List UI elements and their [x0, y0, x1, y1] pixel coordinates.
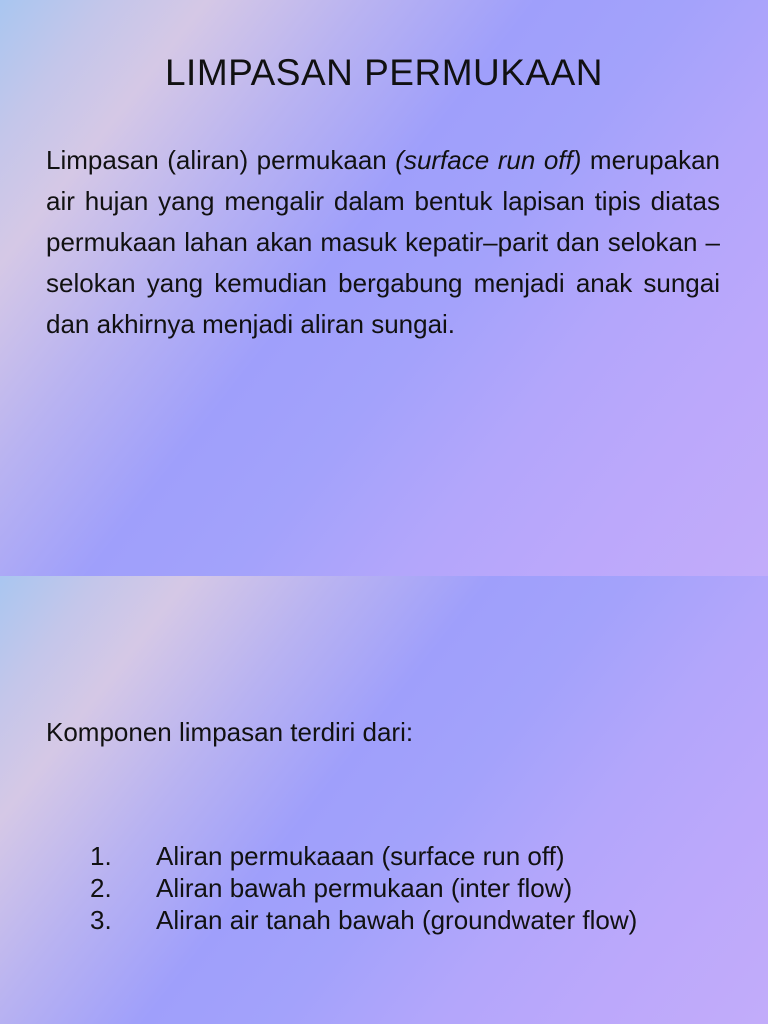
list-item-number: 3. — [90, 905, 112, 935]
list-item-text: Aliran bawah permukaan (inter flow) — [156, 873, 573, 903]
slide-2 — [0, 576, 768, 1024]
list-item — [90, 840, 637, 872]
list-item — [90, 872, 637, 904]
components-list — [90, 840, 637, 936]
list-item — [90, 904, 637, 936]
list-item-text: Aliran permukaaan (surface run off) — [156, 841, 565, 871]
list-item-number: 1. — [90, 841, 112, 871]
slide-title: LIMPASAN PERMUKAAN — [164, 52, 604, 93]
list-item-text: Aliran air tanah bawah (groundwater flow) — [156, 905, 638, 935]
list-item-number: 2. — [90, 873, 112, 903]
paragraph-italic-term: (surface run off) — [395, 145, 582, 175]
paragraph-start: Limpasan (aliran) permukaan — [46, 145, 396, 175]
components-heading: Komponen limpasan terdiri dari: — [46, 717, 414, 747]
paragraph-end: merupakan air hujan yang mengalir dalam bentuk lapisan tipis diatas permukaan lahan akan masuk kepatir–parit dan selokan – selokan yang kemudian bergabung menjadi anak sungai dan akhirnya menjadi aliran sungai. — [46, 145, 720, 339]
definition-paragraph — [46, 140, 720, 345]
